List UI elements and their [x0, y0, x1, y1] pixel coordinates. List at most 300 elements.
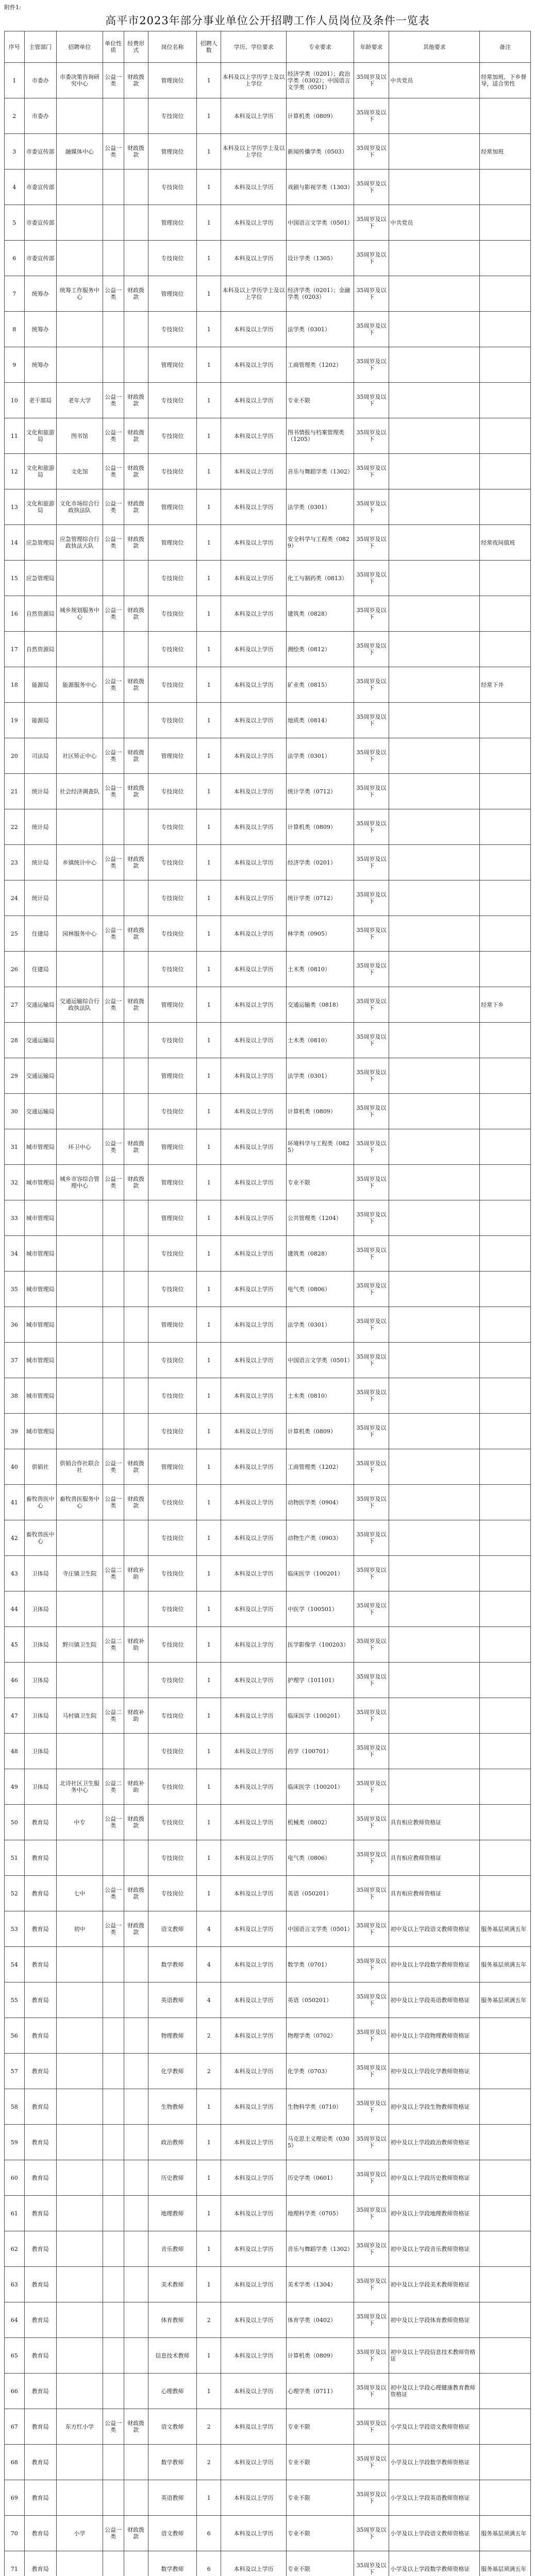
remarks-cell — [480, 2231, 531, 2267]
age-cell: 35周岁及以下 — [354, 2551, 389, 2576]
table-row — [5, 2054, 531, 2089]
education-cell: 本科及以上学历 — [221, 1307, 287, 1343]
age-cell: 35周岁及以下 — [354, 2445, 389, 2480]
age-cell: 35周岁及以下 — [354, 1272, 389, 1307]
department-cell: 应急管理局 — [24, 525, 56, 561]
hire-count-cell: 2 — [197, 2302, 221, 2338]
major-cell: 临床医学（100201） — [286, 1769, 354, 1805]
age-cell: 35周岁及以下 — [354, 1734, 389, 1769]
hire-count-cell: 1 — [197, 134, 221, 170]
table-row — [5, 63, 531, 98]
education-cell: 本科及以上学历 — [221, 952, 287, 987]
header-cell: 年龄要求 — [354, 31, 389, 63]
hiring-unit-cell — [56, 1378, 103, 1414]
age-cell: 35周岁及以下 — [354, 774, 389, 809]
other-requirements-cell: 初中及以上学段信息技术教师资格证 — [389, 2338, 480, 2374]
education-cell: 本科及以上学历 — [221, 2160, 287, 2196]
major-cell: 计算机类（0809） — [286, 1414, 354, 1449]
other-requirements-cell — [389, 952, 480, 987]
row-number-cell: 52 — [5, 1876, 25, 1911]
education-cell: 本科及以上学历 — [221, 561, 287, 596]
row-number-cell: 1 — [5, 63, 25, 98]
major-cell: 专业不限 — [286, 2551, 354, 2576]
position-name-cell: 专技岗位 — [148, 1663, 196, 1698]
hiring-unit-cell: 北诗社区卫生服务中心 — [56, 1769, 103, 1805]
row-number-cell: 19 — [5, 703, 25, 738]
funding-type-cell — [124, 1663, 148, 1698]
hiring-unit-cell — [56, 1200, 103, 1236]
remarks-cell — [480, 205, 531, 241]
position-name-cell: 化学教师 — [148, 2054, 196, 2089]
unit-type-cell: 公益二类 — [103, 1556, 124, 1591]
table-row — [5, 1876, 531, 1911]
table-row — [5, 454, 531, 489]
unit-type-cell — [103, 2160, 124, 2196]
hiring-unit-cell: 交通运输综合行政执法队 — [56, 987, 103, 1023]
unit-type-cell — [103, 1343, 124, 1378]
department-cell: 城市管理局 — [24, 1272, 56, 1307]
remarks-cell — [480, 1591, 531, 1627]
unit-type-cell: 公益一类 — [103, 1485, 124, 1520]
remarks-cell — [480, 2480, 531, 2516]
funding-type-cell — [124, 2018, 148, 2054]
other-requirements-cell: 中共党员 — [389, 205, 480, 241]
funding-type-cell: 财政拨款 — [124, 276, 148, 312]
unit-type-cell: 公益一类 — [103, 1876, 124, 1911]
unit-type-cell — [103, 1200, 124, 1236]
unit-type-cell: 公益一类 — [103, 525, 124, 561]
remarks-cell — [480, 2089, 531, 2125]
unit-type-cell: 公益二类 — [103, 1698, 124, 1734]
age-cell: 35周岁及以下 — [354, 1485, 389, 1520]
hire-count-cell: 1 — [197, 1023, 221, 1058]
other-requirements-cell — [389, 1556, 480, 1591]
age-cell: 35周岁及以下 — [354, 809, 389, 845]
education-cell: 本科及以上学历 — [221, 880, 287, 916]
other-requirements-cell: 初中及以上学段英语教师资格证 — [389, 1982, 480, 2018]
header-cell: 序号 — [5, 31, 25, 63]
hiring-unit-cell: 东方红小学 — [56, 2409, 103, 2445]
header-cell: 专业要求 — [286, 31, 354, 63]
row-number-cell: 18 — [5, 667, 25, 703]
page-title: 高平市2023年部分事业单位公开招聘工作人员岗位及条件一览表 — [105, 14, 430, 27]
funding-type-cell — [124, 1520, 148, 1556]
unit-type-cell: 公益一类 — [103, 916, 124, 952]
other-requirements-cell — [389, 1520, 480, 1556]
education-cell: 本科及以上学历 — [221, 170, 287, 205]
hire-count-cell: 1 — [197, 809, 221, 845]
position-name-cell: 政治教师 — [148, 2125, 196, 2160]
other-requirements-cell: 初中及以上学段政治教师资格证 — [389, 2125, 480, 2160]
row-number-cell: 33 — [5, 1200, 25, 1236]
hiring-unit-cell — [56, 2374, 103, 2409]
table-row — [5, 2267, 531, 2302]
age-cell: 35周岁及以下 — [354, 489, 389, 525]
position-name-cell: 数学教师 — [148, 1947, 196, 1982]
major-cell: 专业不限 — [286, 383, 354, 418]
hiring-unit-cell — [56, 1094, 103, 1129]
row-number-cell: 17 — [5, 632, 25, 667]
table-row — [5, 632, 531, 667]
hire-count-cell: 1 — [197, 1414, 221, 1449]
major-cell: 计算机类（0809） — [286, 809, 354, 845]
education-cell: 本科及以上学历 — [221, 845, 287, 880]
hire-count-cell: 1 — [197, 383, 221, 418]
funding-type-cell — [124, 2196, 148, 2231]
row-number-cell: 6 — [5, 241, 25, 276]
funding-type-cell — [124, 312, 148, 347]
funding-type-cell — [124, 1591, 148, 1627]
table-row — [5, 1414, 531, 1449]
age-cell: 35周岁及以下 — [354, 1840, 389, 1876]
unit-type-cell: 公益一类 — [103, 1911, 124, 1947]
other-requirements-cell — [389, 880, 480, 916]
education-cell: 本科及以上学历 — [221, 2302, 287, 2338]
position-name-cell: 音乐教师 — [148, 2231, 196, 2267]
remarks-cell — [480, 596, 531, 632]
unit-type-cell: 公益一类 — [103, 1129, 124, 1165]
position-name-cell: 管理岗位 — [148, 134, 196, 170]
position-name-cell: 英语教师 — [148, 1982, 196, 2018]
hiring-unit-cell — [56, 312, 103, 347]
funding-type-cell — [124, 98, 148, 134]
table-row — [5, 1058, 531, 1094]
education-cell: 本科及以上学历 — [221, 1840, 287, 1876]
education-cell: 本科及以上学历 — [221, 1236, 287, 1272]
hire-count-cell: 6 — [197, 2551, 221, 2576]
department-cell: 教育局 — [24, 1911, 56, 1947]
positions-table-wrapper — [4, 31, 531, 2576]
funding-type-cell — [124, 2125, 148, 2160]
hire-count-cell: 1 — [197, 1343, 221, 1378]
position-name-cell: 管理岗位 — [148, 738, 196, 774]
department-cell: 卫体局 — [24, 1698, 56, 1734]
remarks-cell — [480, 880, 531, 916]
department-cell: 统计局 — [24, 845, 56, 880]
department-cell: 应急管理局 — [24, 561, 56, 596]
education-cell: 本科及以上学历 — [221, 2125, 287, 2160]
table-row — [5, 2160, 531, 2196]
position-name-cell: 体育教师 — [148, 2302, 196, 2338]
department-cell: 文化和旅游局 — [24, 418, 56, 454]
table-row — [5, 1556, 531, 1591]
age-cell: 35周岁及以下 — [354, 1663, 389, 1698]
position-name-cell: 数学教师 — [148, 2551, 196, 2576]
row-number-cell: 63 — [5, 2267, 25, 2302]
position-name-cell: 专技岗位 — [148, 454, 196, 489]
row-number-cell: 26 — [5, 952, 25, 987]
funding-type-cell: 财政拨款 — [124, 383, 148, 418]
position-name-cell: 专技岗位 — [148, 1520, 196, 1556]
department-cell: 教育局 — [24, 2160, 56, 2196]
unit-type-cell: 公益一类 — [103, 454, 124, 489]
row-number-cell: 47 — [5, 1698, 25, 1734]
row-number-cell: 44 — [5, 1591, 25, 1627]
department-cell: 教育局 — [24, 2196, 56, 2231]
major-cell: 护理学（101101） — [286, 1663, 354, 1698]
funding-type-cell — [124, 170, 148, 205]
unit-type-cell — [103, 561, 124, 596]
unit-type-cell — [103, 809, 124, 845]
funding-type-cell: 财政拨款 — [124, 1911, 148, 1947]
education-cell: 本科及以上学历 — [221, 2196, 287, 2231]
department-cell: 教育局 — [24, 2267, 56, 2302]
major-cell: 计算机类（0809） — [286, 98, 354, 134]
age-cell: 35周岁及以下 — [354, 2302, 389, 2338]
other-requirements-cell — [389, 561, 480, 596]
funding-type-cell — [124, 2054, 148, 2089]
funding-type-cell — [124, 1094, 148, 1129]
other-requirements-cell: 中共党员 — [389, 63, 480, 98]
major-cell: 法学类（0301） — [286, 1058, 354, 1094]
unit-type-cell — [103, 1023, 124, 1058]
remarks-cell: 服务基层须满五年 — [480, 2551, 531, 2576]
funding-type-cell: 财政补助 — [124, 1556, 148, 1591]
table-row — [5, 489, 531, 525]
education-cell: 本科及以上学历 — [221, 205, 287, 241]
remarks-cell — [480, 454, 531, 489]
other-requirements-cell — [389, 383, 480, 418]
funding-type-cell: 财政补助 — [124, 1769, 148, 1805]
major-cell: 动物医学类（0904） — [286, 1485, 354, 1520]
table-row — [5, 2196, 531, 2231]
position-name-cell: 生物教师 — [148, 2089, 196, 2125]
hiring-unit-cell — [56, 2338, 103, 2374]
row-number-cell: 13 — [5, 489, 25, 525]
unit-type-cell — [103, 1591, 124, 1627]
age-cell: 35周岁及以下 — [354, 1200, 389, 1236]
hiring-unit-cell: 文化市场综合行政执法队 — [56, 489, 103, 525]
unit-type-cell — [103, 2551, 124, 2576]
row-number-cell: 39 — [5, 1414, 25, 1449]
position-name-cell: 专技岗位 — [148, 1414, 196, 1449]
remarks-cell — [480, 98, 531, 134]
table-row — [5, 1520, 531, 1556]
unit-type-cell — [103, 952, 124, 987]
department-cell: 自然资源局 — [24, 596, 56, 632]
hiring-unit-cell — [56, 2160, 103, 2196]
department-cell: 城市管理局 — [24, 1165, 56, 1200]
table-body — [5, 63, 531, 2576]
education-cell: 本科及以上学历学士及以上学位 — [221, 276, 287, 312]
remarks-cell — [480, 276, 531, 312]
department-cell: 交通运输局 — [24, 1023, 56, 1058]
other-requirements-cell: 小学及以上学段数学教师资格证 — [389, 2445, 480, 2480]
department-cell: 卫体局 — [24, 1591, 56, 1627]
major-cell: 工商管理类（1202） — [286, 347, 354, 383]
unit-type-cell: 公益一类 — [103, 134, 124, 170]
unit-type-cell: 公益一类 — [103, 774, 124, 809]
other-requirements-cell: 初中及以上学段心理健康教育教师资格证 — [389, 2374, 480, 2409]
row-number-cell: 58 — [5, 2089, 25, 2125]
header-cell: 经费形式 — [124, 31, 148, 63]
hire-count-cell: 4 — [197, 1982, 221, 2018]
hire-count-cell: 1 — [197, 1556, 221, 1591]
funding-type-cell — [124, 241, 148, 276]
table-row — [5, 1307, 531, 1343]
other-requirements-cell — [389, 276, 480, 312]
education-cell: 本科及以上学历 — [221, 1485, 287, 1520]
education-cell: 本科及以上学历 — [221, 418, 287, 454]
other-requirements-cell — [389, 1094, 480, 1129]
age-cell: 35周岁及以下 — [354, 2018, 389, 2054]
unit-type-cell — [103, 1734, 124, 1769]
department-cell: 教育局 — [24, 2338, 56, 2374]
education-cell: 本科及以上学历 — [221, 1378, 287, 1414]
major-cell: 经济学类（0201）；政治学类（0302）；中国语言文学类（0501） — [286, 63, 354, 98]
major-cell: 土木类（0810） — [286, 1023, 354, 1058]
other-requirements-cell — [389, 1769, 480, 1805]
education-cell: 本科及以上学历 — [221, 312, 287, 347]
position-name-cell: 专技岗位 — [148, 632, 196, 667]
department-cell: 城市管理局 — [24, 1307, 56, 1343]
age-cell: 35周岁及以下 — [354, 1307, 389, 1343]
remarks-cell: 服务基层须满五年 — [480, 1947, 531, 1982]
hiring-unit-cell: 七中 — [56, 1876, 103, 1911]
row-number-cell: 62 — [5, 2231, 25, 2267]
remarks-cell — [480, 241, 531, 276]
hire-count-cell: 1 — [197, 2231, 221, 2267]
remarks-cell — [480, 1734, 531, 1769]
department-cell: 卫体局 — [24, 1663, 56, 1698]
other-requirements-cell — [389, 1165, 480, 1200]
education-cell: 本科及以上学历 — [221, 1058, 287, 1094]
hiring-unit-cell: 社区矫正中心 — [56, 738, 103, 774]
department-cell: 文化和旅游局 — [24, 454, 56, 489]
position-name-cell: 数学教师 — [148, 2445, 196, 2480]
education-cell: 本科及以上学历 — [221, 2231, 287, 2267]
age-cell: 35周岁及以下 — [354, 916, 389, 952]
table-row — [5, 1911, 531, 1947]
major-cell: 统计学类（0712） — [286, 880, 354, 916]
unit-type-cell — [103, 98, 124, 134]
age-cell: 35周岁及以下 — [354, 596, 389, 632]
position-name-cell: 管理岗位 — [148, 1058, 196, 1094]
header-cell: 招聘单位 — [56, 31, 103, 63]
unit-type-cell: 公益一类 — [103, 987, 124, 1023]
major-cell: 林学类（0905） — [286, 916, 354, 952]
hire-count-cell: 1 — [197, 241, 221, 276]
table-row — [5, 1200, 531, 1236]
major-cell: 物理学类（0702） — [286, 2018, 354, 2054]
department-cell: 市委宣传部 — [24, 134, 56, 170]
other-requirements-cell: 初中及以上学段音乐教师资格证 — [389, 2231, 480, 2267]
education-cell: 本科及以上学历 — [221, 347, 287, 383]
other-requirements-cell: 小学及以上学段数学教师资格证 — [389, 2551, 480, 2576]
position-name-cell: 管理岗位 — [148, 63, 196, 98]
hire-count-cell: 1 — [197, 170, 221, 205]
education-cell: 本科及以上学历 — [221, 525, 287, 561]
table-row — [5, 845, 531, 880]
hiring-unit-cell: 初中 — [56, 1911, 103, 1947]
other-requirements-cell — [389, 987, 480, 1023]
education-cell: 本科及以上学历 — [221, 2018, 287, 2054]
funding-type-cell — [124, 1947, 148, 1982]
row-number-cell: 61 — [5, 2196, 25, 2231]
major-cell: 音乐与舞蹈学类（1302） — [286, 2231, 354, 2267]
table-row — [5, 774, 531, 809]
row-number-cell: 22 — [5, 809, 25, 845]
remarks-cell — [480, 1094, 531, 1129]
education-cell: 本科及以上学历 — [221, 738, 287, 774]
hiring-unit-cell: 小学 — [56, 2516, 103, 2551]
hire-count-cell: 2 — [197, 2409, 221, 2445]
unit-type-cell — [103, 2054, 124, 2089]
age-cell: 35周岁及以下 — [354, 667, 389, 703]
table-row — [5, 1734, 531, 1769]
hiring-unit-cell — [56, 1663, 103, 1698]
education-cell: 本科及以上学历 — [221, 1769, 287, 1805]
funding-type-cell — [124, 1414, 148, 1449]
hiring-unit-cell — [56, 1947, 103, 1982]
row-number-cell: 49 — [5, 1769, 25, 1805]
department-cell: 教育局 — [24, 1840, 56, 1876]
row-number-cell: 24 — [5, 880, 25, 916]
major-cell: 交通运输类（0818） — [286, 987, 354, 1023]
hire-count-cell: 1 — [197, 1769, 221, 1805]
remarks-cell — [480, 312, 531, 347]
hire-count-cell: 1 — [197, 596, 221, 632]
row-number-cell: 70 — [5, 2516, 25, 2551]
hire-count-cell: 2 — [197, 2445, 221, 2480]
unit-type-cell: 公益一类 — [103, 418, 124, 454]
major-cell: 计算机类（0809） — [286, 1094, 354, 1129]
unit-type-cell — [103, 1307, 124, 1343]
education-cell: 本科及以上学历 — [221, 596, 287, 632]
major-cell: 地质类（0814） — [286, 703, 354, 738]
table-row — [5, 205, 531, 241]
hiring-unit-cell — [56, 2018, 103, 2054]
header-cell: 岗位名称 — [148, 31, 196, 63]
position-name-cell: 管理岗位 — [148, 205, 196, 241]
position-name-cell: 专技岗位 — [148, 383, 196, 418]
row-number-cell: 37 — [5, 1343, 25, 1378]
other-requirements-cell — [389, 1414, 480, 1449]
funding-type-cell: 财政补助 — [124, 1698, 148, 1734]
department-cell: 统计局 — [24, 880, 56, 916]
table-row — [5, 2551, 531, 2576]
major-cell: 马克思主义理论类（0305） — [286, 2125, 354, 2160]
unit-type-cell: 公益一类 — [103, 1165, 124, 1200]
position-name-cell: 专技岗位 — [148, 1769, 196, 1805]
position-name-cell: 专技岗位 — [148, 1805, 196, 1840]
department-cell: 市委宣传部 — [24, 170, 56, 205]
hire-count-cell: 2 — [197, 2054, 221, 2089]
remarks-cell — [480, 1129, 531, 1165]
remarks-cell — [480, 1307, 531, 1343]
major-cell: 音乐与舞蹈学类（1302） — [286, 454, 354, 489]
other-requirements-cell — [389, 134, 480, 170]
hiring-unit-cell — [56, 2231, 103, 2267]
row-number-cell: 46 — [5, 1663, 25, 1698]
unit-type-cell: 公益二类 — [103, 1769, 124, 1805]
major-cell: 建筑类（0828） — [286, 596, 354, 632]
position-name-cell: 专技岗位 — [148, 1343, 196, 1378]
position-name-cell: 专技岗位 — [148, 1734, 196, 1769]
hiring-unit-cell — [56, 1272, 103, 1307]
department-cell: 教育局 — [24, 2374, 56, 2409]
major-cell: 英语（050201） — [286, 1982, 354, 2018]
education-cell: 本科及以上学历 — [221, 2089, 287, 2125]
hiring-unit-cell — [56, 205, 103, 241]
unit-type-cell — [103, 2374, 124, 2409]
hire-count-cell: 1 — [197, 880, 221, 916]
major-cell: 数学类（0701） — [286, 1947, 354, 1982]
position-name-cell: 管理岗位 — [148, 1129, 196, 1165]
other-requirements-cell — [389, 1591, 480, 1627]
position-name-cell: 管理岗位 — [148, 1449, 196, 1485]
hire-count-cell: 1 — [197, 347, 221, 383]
